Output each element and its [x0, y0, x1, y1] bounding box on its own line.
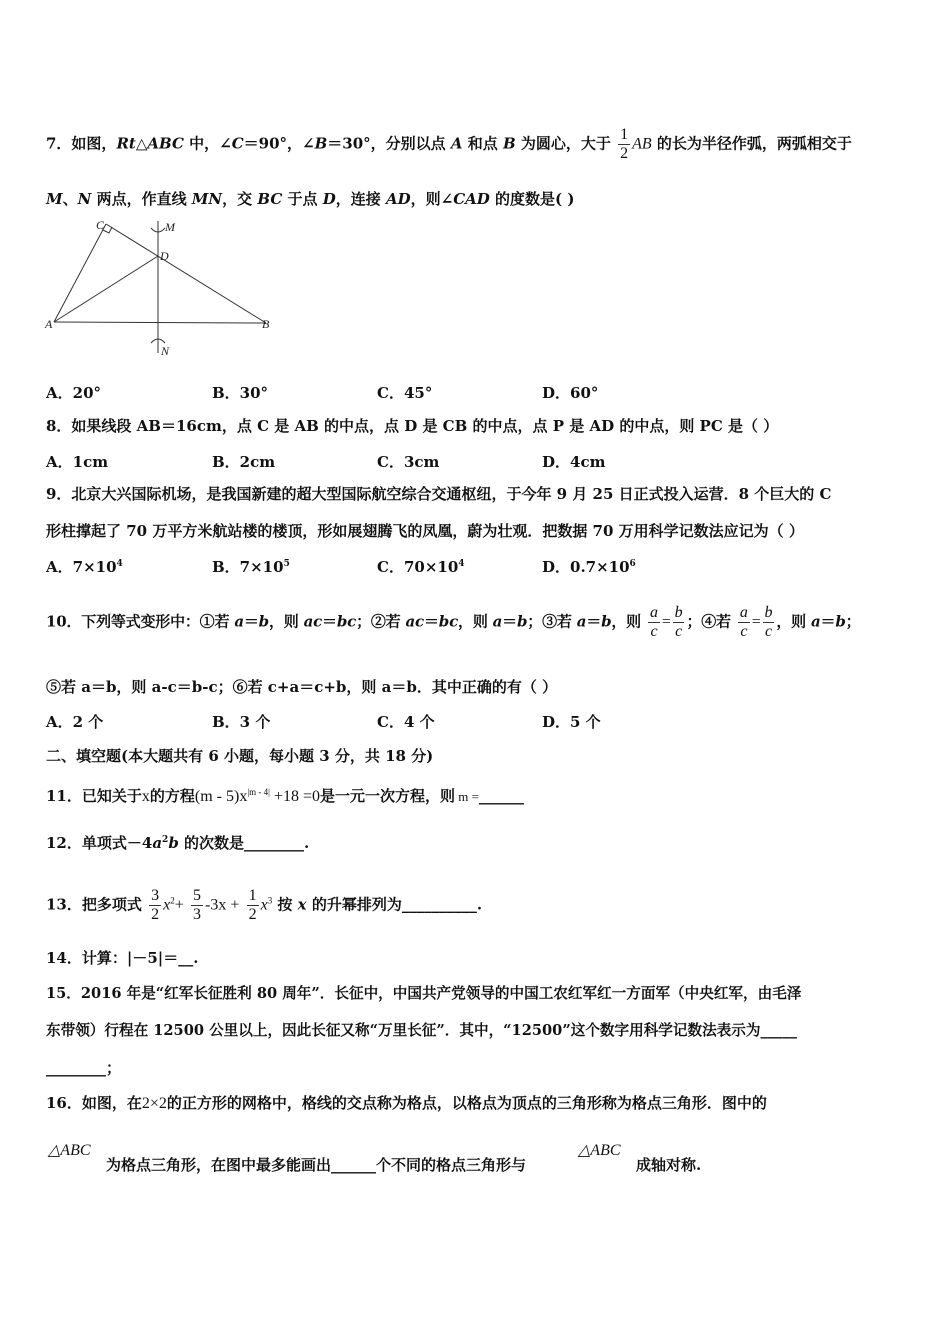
q7-line1 [46, 126, 852, 163]
frac-denominator: 2 [248, 906, 257, 923]
q8-option-a[interactable]: A．1cm [46, 453, 109, 471]
q8-option-c[interactable]: C．3cm [377, 453, 440, 471]
q7-text: ，则 [410, 190, 441, 208]
q11-equation: (m - 5)x [194, 788, 248, 805]
q7-text: 两点，作直线 [91, 190, 192, 208]
q7-line2 [46, 189, 574, 209]
q16-grid-size: 2×2 [141, 1095, 167, 1112]
q12-line [46, 830, 309, 853]
q7-text: BC [257, 190, 283, 208]
q10-option-d[interactable]: D．5 个 [542, 713, 601, 731]
frac-denominator: c [650, 623, 658, 640]
q10-text: ，则 [611, 612, 641, 631]
q10-text: ；②若 [356, 612, 406, 631]
q16-text: 16．如图，在 [46, 1094, 142, 1112]
q10-text: ，则 [268, 612, 304, 631]
q13-exponent: 2 [170, 895, 175, 906]
q7-frac-var: AB [632, 135, 652, 153]
q9-line2: 形柱撑起了 70 万平方米航站楼的楼顶，形如展翅腾飞的凤凰，蔚为壮观．把数据 70 万用科学记数法应记为（ ） [46, 522, 804, 540]
q10-text: ＝ [423, 612, 439, 631]
q7-text: B [502, 134, 516, 153]
q12-var: a [152, 834, 163, 852]
option-text: C．70×10 [377, 558, 459, 576]
option-text: D．0.7×10 [542, 558, 630, 576]
q16-triangle-symbol: △ABC [48, 1142, 91, 1159]
label-m: M [165, 220, 175, 234]
q10-text: ＝ [820, 612, 836, 631]
q13-frac-3-2 [149, 887, 161, 924]
q14-text: . [193, 949, 199, 967]
frac-numerator: 5 [192, 887, 201, 904]
q10-text: ＝ [586, 612, 602, 631]
q16-tri2 [578, 1140, 621, 1161]
q10-text: ；④若 [686, 612, 731, 631]
q11-var-m: m = [455, 789, 479, 804]
q13-frac-1-2 [247, 887, 259, 924]
q16-text: 个不同的格点三角形与 [376, 1156, 527, 1174]
frac-numerator: a [650, 604, 658, 621]
q10-text: ，则 [776, 612, 811, 631]
q7-text: 7．如图， [46, 134, 117, 153]
q10-text: bc [438, 612, 459, 631]
q7-text: A [450, 134, 463, 153]
q13-text: 13．把多项式 [46, 895, 142, 914]
q13-var: x [297, 895, 307, 914]
segment-ad [54, 256, 158, 322]
option-exponent: 6 [629, 559, 636, 569]
q7-text: 、 [62, 190, 78, 208]
q9-line1: 9．北京大兴国际机场，是我国新建的超大型国际航空综合交通枢纽，于今年 9 月 25 日正式投入运营．8 个巨大的 C [46, 485, 832, 503]
q7-text: 于点 [282, 190, 323, 208]
q16-line2-end [636, 1155, 701, 1175]
q11-text: 11．已知关于 [46, 787, 142, 805]
q10-fraction-a-over-c [738, 604, 750, 641]
q7-text: Rt△ABC [116, 134, 184, 153]
label-d: D [160, 249, 169, 263]
q11-text: 的方程 [149, 787, 195, 805]
q13-var: x [163, 896, 171, 914]
q16-text: 的正方形的网格中，格线的交点称为格点，以格点为顶点的三角形称为格点三角形．图中的 [166, 1094, 767, 1112]
frac-denominator: c [675, 623, 682, 640]
q14-text: 14．计算：|－5|＝ [46, 949, 179, 967]
q10-line1 [46, 604, 860, 641]
option-exponent: 4 [458, 559, 465, 569]
option-text: A．7×10 [46, 558, 117, 576]
q7-text: ∠C [219, 134, 244, 153]
q10-equals: = [751, 613, 761, 631]
q12-answer-blank[interactable]: ________ [244, 834, 305, 852]
q13-line [46, 887, 482, 924]
frac-denominator: 2 [151, 906, 160, 923]
q7-text: MN [191, 190, 223, 208]
q13-text: 按 [277, 895, 298, 914]
q8-text: 8．如果线段 AB＝16cm，点 C 是 AB 的中点，点 D 是 CB 的中点，点 P 是 AD 的中点，则 PC 是（ ） [46, 417, 779, 435]
frac-numerator: a [739, 604, 748, 621]
q11-exponent: |m - 4| [247, 787, 270, 797]
q8-option-d[interactable]: D．4cm [542, 453, 606, 471]
frac-denominator: 3 [192, 906, 201, 923]
frac-numerator: 3 [151, 887, 160, 904]
label-c: C [96, 218, 105, 232]
q13-frac-5-3 [191, 887, 203, 924]
q10-fraction-a-over-c [648, 604, 660, 641]
q7-text: ，交 [222, 190, 258, 208]
q10-fraction-b-over-c [673, 604, 685, 641]
q14-answer-blank[interactable]: __ [178, 949, 194, 967]
q10-text: a [492, 612, 503, 631]
q10-text: ，则 [458, 612, 493, 631]
q9-option-c[interactable] [377, 556, 465, 577]
q10-text: ac [303, 612, 323, 631]
q9-option-b[interactable] [212, 556, 290, 577]
q11-var-x: x [141, 788, 150, 805]
q7-option-c[interactable]: C．45° [377, 384, 433, 402]
q16-line1 [46, 1093, 767, 1114]
q7-text: 为圆心，大于 [515, 134, 611, 153]
q12-text: 12．单项式－4 [46, 834, 153, 852]
q9-option-d[interactable] [542, 556, 636, 577]
q13-answer-blank[interactable]: __________ [401, 895, 477, 914]
q16-line2 [106, 1155, 526, 1175]
q13-text: . [476, 895, 483, 914]
q10-text: bc [336, 612, 357, 631]
q11-line [46, 782, 524, 807]
q13-var: x [260, 896, 268, 914]
q7-text: ∠CAD [440, 190, 490, 208]
q7-fraction [618, 126, 630, 163]
q7-text: N [77, 190, 92, 208]
q10-fraction-b-over-c [763, 604, 775, 641]
label-b: B [262, 317, 270, 331]
q10-text: 10．下列等式变形中：①若 [46, 612, 235, 631]
q11-text: 是一元一次方程，则 [319, 787, 455, 805]
q10-option-c[interactable]: C．4 个 [377, 713, 435, 731]
q16-answer-blank[interactable]: ______ [331, 1156, 377, 1174]
frac-numerator: 1 [248, 887, 257, 904]
q8-option-b[interactable]: B．2cm [212, 453, 276, 471]
label-n: N [161, 344, 170, 358]
q14-line [46, 948, 198, 968]
label-a: A [45, 317, 53, 331]
q15-line1: 15．2016 年是“红军长征胜利 80 周年”．长征中，中国共产党领导的中国工农红军红一方面军（中央红军，由毛泽 [46, 985, 802, 1002]
q15-line3[interactable]: ________； [46, 1059, 122, 1077]
q7-text: AD [385, 190, 411, 208]
q10-text: ＝ [502, 612, 517, 631]
q16-tri1 [48, 1140, 91, 1161]
q7-text: 中， [183, 134, 220, 153]
q10-text: a [234, 612, 244, 631]
q10-text: b [516, 612, 528, 631]
frac-numerator: 1 [620, 126, 629, 143]
q16-triangle-symbol: △ABC [578, 1142, 621, 1159]
side-ab [54, 322, 266, 323]
q7-option-b[interactable]: B．30° [212, 384, 269, 402]
option-text: B．7×10 [212, 558, 284, 576]
q7-text: 和点 [462, 134, 503, 153]
q12-exponent: 2 [162, 835, 169, 845]
q10-equals: = [661, 613, 671, 631]
q9-option-a[interactable] [46, 556, 123, 577]
q7-text: 的长为半径作弧，两弧相交于 [656, 134, 852, 153]
q7-option-d[interactable]: D．60° [542, 384, 599, 402]
q10-text: b [835, 612, 846, 631]
option-exponent: 4 [116, 559, 123, 569]
q7-text: D [322, 190, 336, 208]
q7-text: ，连接 [335, 190, 386, 208]
frac-denominator: c [764, 623, 772, 640]
option-exponent: 5 [283, 559, 290, 569]
q10-text: ＝ [322, 612, 337, 631]
q7-option-a[interactable]: A．20° [46, 384, 102, 402]
q10-line2: ⑤若 a＝b，则 a-c＝b-c；⑥若 c+a＝c+b，则 a＝b．其中正确的有（ ） [46, 678, 558, 696]
q10-text: ＝ [243, 612, 259, 631]
q11-equation: +18 =0 [269, 788, 320, 805]
q16-text: 成轴对称. [636, 1156, 702, 1174]
q12-text: 的次数是 [178, 834, 245, 852]
q10-text: ； [845, 612, 861, 631]
q10-text: a [810, 612, 821, 631]
q10-text: ac [405, 612, 424, 631]
q10-option-b[interactable]: B．3 个 [212, 713, 271, 731]
q7-text: 的度数是( ) [489, 190, 575, 208]
q7-text: ＝90°， [243, 134, 303, 153]
frac-denominator: c [740, 623, 748, 640]
section-2-heading: 二、填空题(本大题共有 6 小题，每小题 3 分，共 18 分) [46, 747, 434, 765]
frac-numerator: b [674, 604, 683, 621]
frac-numerator: b [764, 604, 773, 621]
q7-text: ∠B [302, 134, 328, 153]
q13-operator: + [174, 896, 184, 914]
q7-text: M [46, 190, 63, 208]
frac-denominator: 2 [620, 145, 629, 162]
q7-triangle-figure [40, 215, 280, 365]
q12-var: b [168, 834, 179, 852]
q13-term: -3x + [204, 896, 240, 914]
q11-answer-blank[interactable]: ______ [478, 787, 524, 805]
q10-text: a [576, 612, 587, 631]
q16-text: 为格点三角形，在图中最多能画出 [106, 1156, 332, 1174]
q15-line2: 东带领）行程在 12500 公里以上，因此长征又称“万里长征”．其中，“12500”这个数字用科学记数法表示为_____ [46, 1022, 797, 1039]
q13-text: 的升幂排列为 [306, 895, 402, 914]
q10-option-a[interactable]: A．2 个 [46, 713, 104, 731]
q12-text: . [304, 834, 310, 852]
side-ac [54, 224, 106, 322]
q10-text: ；③若 [527, 612, 577, 631]
q7-text: ＝30°，分别以点 [327, 134, 451, 153]
q10-text: b [601, 612, 612, 631]
q10-text: b [258, 612, 269, 631]
q13-exponent: 3 [267, 895, 273, 906]
